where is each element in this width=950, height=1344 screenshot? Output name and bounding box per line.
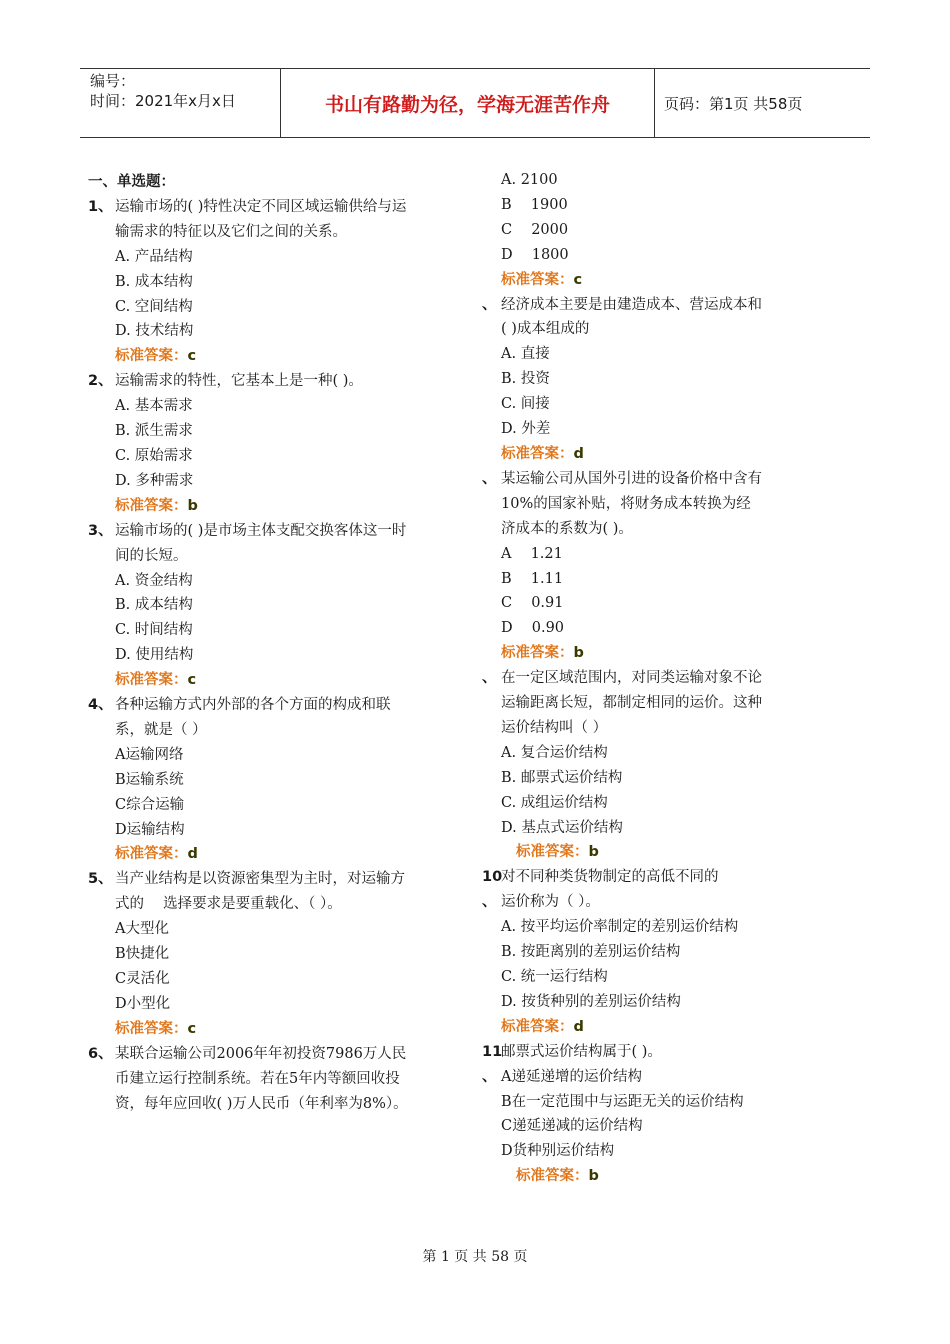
question-text: 运输需求的特性，它基本上是一种( )。 bbox=[115, 373, 363, 390]
option: A. 复合运价结构 bbox=[501, 744, 608, 761]
question-number: 6、 bbox=[88, 1045, 113, 1062]
question-text: 对不同种类货物制定的高低不同的 bbox=[501, 869, 719, 886]
question-text: 运输市场的( )特性决定不同区域运输供给与运输需求的特征以及它们之间的关系。 bbox=[115, 198, 407, 240]
option: A. 资金结构 bbox=[115, 572, 193, 589]
answer-value: c bbox=[187, 1020, 197, 1037]
option: A递延递增的运价结构 bbox=[501, 1068, 642, 1085]
option: B在一定范围中与运距无关的运价结构 bbox=[501, 1093, 744, 1110]
option: C 2000 bbox=[501, 221, 569, 238]
question-4 bbox=[88, 693, 413, 743]
answer-label: 标准答案： bbox=[501, 271, 574, 288]
answer-value: c bbox=[573, 271, 583, 288]
answer-line bbox=[88, 668, 413, 693]
option: D. 多种需求 bbox=[115, 472, 194, 489]
question-10-line2 bbox=[482, 890, 762, 915]
question-1 bbox=[88, 195, 413, 245]
answer-label: 标准答案： bbox=[115, 348, 188, 365]
answer-label: 标准答案： bbox=[501, 445, 574, 462]
answer-label: 标准答案： bbox=[516, 1168, 589, 1185]
question-number: 11 bbox=[482, 1043, 503, 1060]
option: A 1.21 bbox=[501, 545, 563, 562]
answer-label: 标准答案： bbox=[516, 844, 589, 861]
option: B. 邮票式运价结构 bbox=[501, 769, 623, 786]
option: C. 间接 bbox=[501, 396, 550, 413]
answer-line bbox=[482, 268, 762, 293]
option: B 1900 bbox=[501, 196, 568, 213]
answer-value: b bbox=[588, 1168, 599, 1185]
time-label: 时间：2021年x月x日 bbox=[90, 92, 236, 110]
option: D 1800 bbox=[501, 246, 569, 263]
answer-label: 标准答案： bbox=[115, 497, 188, 514]
option: C递延递减的运价结构 bbox=[501, 1118, 643, 1135]
question-number-suffix: 、 bbox=[482, 894, 497, 911]
question-text: 运价称为（ ）。 bbox=[501, 894, 600, 911]
header-meta bbox=[80, 69, 281, 137]
left-column bbox=[88, 170, 413, 1116]
option: A. 基本需求 bbox=[115, 398, 193, 415]
answer-value: d bbox=[573, 1018, 584, 1035]
question-text: 某运输公司从国外引进的设备价格中含有10%的国家补贴，将财务成本转换为经济成本的系数为( )。 bbox=[501, 470, 762, 537]
option: C 0.91 bbox=[501, 595, 564, 612]
answer-line bbox=[88, 1017, 413, 1042]
option: B. 投资 bbox=[501, 371, 550, 388]
option: C. 空间结构 bbox=[115, 298, 193, 315]
answer-label: 标准答案： bbox=[501, 1018, 574, 1035]
question-number: 3、 bbox=[88, 522, 113, 539]
question-11 bbox=[482, 1040, 762, 1065]
question-number: 、 bbox=[482, 296, 497, 313]
option: C. 时间结构 bbox=[115, 622, 193, 639]
option: D货种别运价结构 bbox=[501, 1143, 615, 1160]
option: B快捷化 bbox=[115, 946, 170, 963]
answer-line bbox=[482, 442, 762, 467]
document-header bbox=[80, 68, 870, 138]
page-footer: 第 1 页 共 58 页 bbox=[422, 1249, 528, 1265]
question-7 bbox=[482, 293, 762, 343]
question-number: 、 bbox=[482, 670, 497, 687]
header-motto: 书山有路勤为径，学海无涯苦作舟 bbox=[281, 69, 655, 137]
option: C. 统一运行结构 bbox=[501, 969, 608, 985]
answer-line bbox=[482, 1015, 762, 1040]
option: B. 派生需求 bbox=[115, 423, 193, 440]
option: C灵活化 bbox=[115, 971, 170, 987]
answer-value: b bbox=[187, 497, 198, 514]
question-5 bbox=[88, 867, 413, 917]
answer-value: c bbox=[187, 672, 197, 689]
option: D. 基点式运价结构 bbox=[501, 819, 623, 836]
question-number: 4、 bbox=[88, 697, 113, 714]
option: A. 产品结构 bbox=[115, 248, 193, 265]
option: B 1.11 bbox=[501, 570, 564, 587]
question-number: 10 bbox=[482, 869, 503, 886]
question-text: 当产业结构是以资源密集型为主时，对运输方式的 选择要求是要重载化、（ ）。 bbox=[115, 871, 405, 913]
answer-value: d bbox=[187, 846, 198, 863]
option: A. 按平均运价率制定的差别运价结构 bbox=[501, 919, 739, 936]
option: A运输网络 bbox=[115, 746, 184, 763]
option: D 0.90 bbox=[501, 620, 565, 637]
option: D. 按货种别的差别运价结构 bbox=[501, 993, 681, 1010]
number-label: 编号： bbox=[90, 72, 136, 90]
question-number: 2、 bbox=[88, 373, 113, 390]
question-number: 、 bbox=[482, 470, 497, 487]
answer-value: c bbox=[187, 348, 197, 365]
question-6 bbox=[88, 1042, 413, 1117]
question-3 bbox=[88, 519, 413, 569]
answer-line bbox=[88, 344, 413, 369]
option: C综合运输 bbox=[115, 796, 185, 813]
question-text: 各种运输方式内外部的各个方面的构成和联系，就是（ ） bbox=[115, 697, 391, 738]
option: A. 2100 bbox=[501, 172, 558, 188]
answer-label: 标准答案： bbox=[501, 645, 574, 662]
answer-line bbox=[482, 641, 762, 666]
question-10 bbox=[482, 865, 762, 890]
answer-value: d bbox=[573, 445, 584, 462]
option: B. 成本结构 bbox=[115, 597, 193, 614]
option: B运输系统 bbox=[115, 771, 184, 788]
question-9 bbox=[482, 666, 762, 741]
answer-label: 标准答案： bbox=[115, 672, 188, 689]
question-11-option-a bbox=[482, 1065, 762, 1090]
answer-line bbox=[88, 494, 413, 519]
option: D. 技术结构 bbox=[115, 323, 194, 340]
answer-label: 标准答案： bbox=[115, 846, 188, 863]
option: B. 按距离别的差别运价结构 bbox=[501, 944, 681, 961]
answer-value: b bbox=[588, 844, 599, 861]
option: D小型化 bbox=[115, 995, 171, 1012]
question-number: 1、 bbox=[88, 198, 113, 215]
right-column bbox=[482, 168, 762, 1189]
option: D运输结构 bbox=[115, 821, 185, 838]
answer-line bbox=[482, 840, 762, 865]
answer-value: b bbox=[573, 645, 584, 662]
option: C. 成组运价结构 bbox=[501, 794, 608, 811]
option: A大型化 bbox=[115, 921, 169, 938]
question-number: 5、 bbox=[88, 871, 113, 888]
question-text: 邮票式运价结构属于( )。 bbox=[501, 1043, 662, 1060]
question-text: 在一定区域范围内，对同类运输对象不论运输距离长短，都制定相同的运价。这种运价结构叫（ ） bbox=[501, 670, 762, 736]
section-title: 一、单选题： bbox=[88, 174, 175, 190]
question-number-suffix: 、 bbox=[482, 1068, 497, 1085]
answer-line bbox=[482, 1164, 762, 1189]
option: D. 外差 bbox=[501, 421, 551, 438]
header-page-info: 页码：第1页 共58页 bbox=[664, 94, 803, 113]
question-8 bbox=[482, 467, 762, 542]
option: A. 直接 bbox=[501, 346, 550, 363]
question-2 bbox=[88, 369, 413, 394]
question-text: 某联合运输公司2006年年初投资7986万人民币建立运行控制系统。若在5年内等额回收投资，每年应回收( )万人民币（年利率为8%）。 bbox=[115, 1045, 408, 1112]
option: C. 原始需求 bbox=[115, 447, 193, 464]
option: D. 使用结构 bbox=[115, 647, 194, 664]
question-text: 经济成本主要是由建造成本、营运成本和( )成本组成的 bbox=[501, 296, 762, 338]
option: B. 成本结构 bbox=[115, 273, 193, 290]
answer-label: 标准答案： bbox=[115, 1020, 188, 1037]
question-text: 运输市场的( )是市场主体支配交换客体这一时间的长短。 bbox=[115, 522, 407, 564]
answer-line bbox=[88, 842, 413, 867]
